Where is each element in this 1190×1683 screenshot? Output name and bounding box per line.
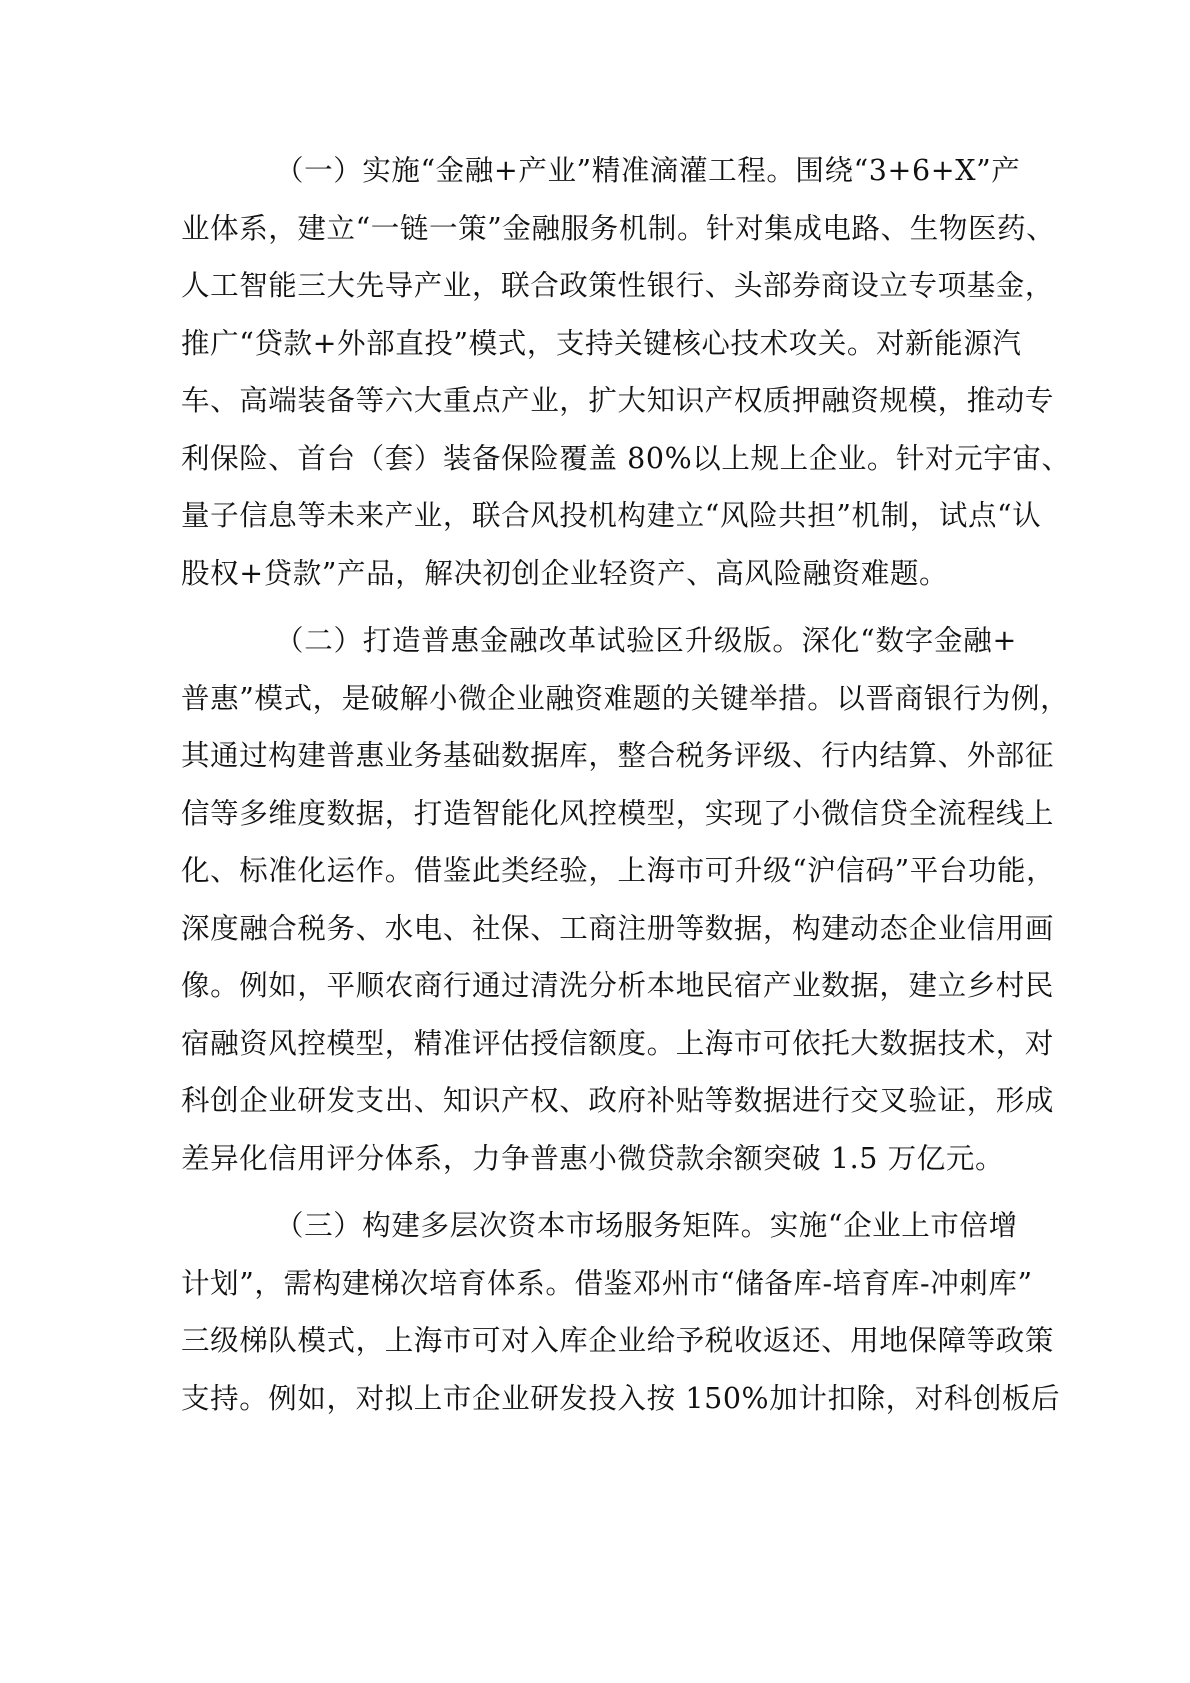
text-line: 像。例如，平顺农商行通过清洗分析本地民宿产业数据，建立乡村民 [181, 969, 1055, 1002]
text-line: 推广“贷款+外部直投”模式，支持关键核心技术攻关。对新能源汽 [181, 326, 1022, 360]
text-line: 科创企业研发支出、知识产权、政府补贴等数据进行交叉验证，形成 [181, 1084, 1055, 1117]
text-line: 其通过构建普惠业务基础数据库，整合税务评级、行内结算、外部征 [181, 739, 1055, 772]
text-line: 信等多维度数据，打造智能化风控模型，实现了小微信贷全流程线上 [181, 796, 1055, 830]
text-line: 差异化信用评分体系，力争普惠小微贷款余额突破 1.5 万亿元。 [181, 1141, 1005, 1175]
text-line: 计划”，需构建梯次培育体系。借鉴邓州市“储备库-培育库-冲刺库” [181, 1266, 1033, 1300]
paragraph-2 [181, 612, 1070, 1187]
text-line: 量子信息等未来产业，联合风投机构建立“风险共担”机制，试点“认 [181, 499, 1042, 532]
paragraph-1 [181, 142, 1071, 602]
text-line: 支持。例如，对拟上市企业研发投入按 150%加计扣除，对科创板后 [181, 1381, 1061, 1415]
text-line: （三）构建多层次资本市场服务矩阵。实施“企业上市倍增 [275, 1209, 1018, 1242]
text-line: 普惠”模式，是破解小微企业融资难题的关键举措。以晋商银行为例， [181, 681, 1070, 715]
text-line: 三级梯队模式，上海市可对入库企业给予税收返还、用地保障等政策 [181, 1324, 1055, 1357]
text-line: 人工智能三大先导产业，联合政策性银行、头部券商设立专项基金， [181, 269, 1055, 302]
text-line: 股权+贷款”产品，解决初创企业轻资产、高风险融资难题。 [181, 556, 949, 590]
text-line: 利保险、首台（套）装备保险覆盖 80%以上规上企业。针对元宇宙、 [181, 441, 1071, 475]
text-line: 化、标准化运作。借鉴此类经验，上海市可升级“沪信码”平台功能， [181, 854, 1056, 887]
text-line: 宿融资风控模型，精准评估授信额度。上海市可依托大数据技术，对 [181, 1026, 1055, 1060]
text-line: 深度融合税务、水电、社保、工商注册等数据，构建动态企业信用画 [181, 911, 1055, 945]
text-line: （一）实施“金融+产业”精准滴灌工程。围绕“3+6+X”产 [275, 154, 1021, 187]
paragraph-3 [181, 1197, 1061, 1427]
document-body [181, 142, 1071, 1437]
text-line: （二）打造普惠金融改革试验区升级版。深化“数字金融+ [275, 624, 1017, 657]
text-line: 车、高端装备等六大重点产业，扩大知识产权质押融资规模，推动专 [181, 384, 1055, 417]
text-line: 业体系，建立“一链一策”金融服务机制。针对集成电路、生物医药、 [181, 211, 1056, 245]
